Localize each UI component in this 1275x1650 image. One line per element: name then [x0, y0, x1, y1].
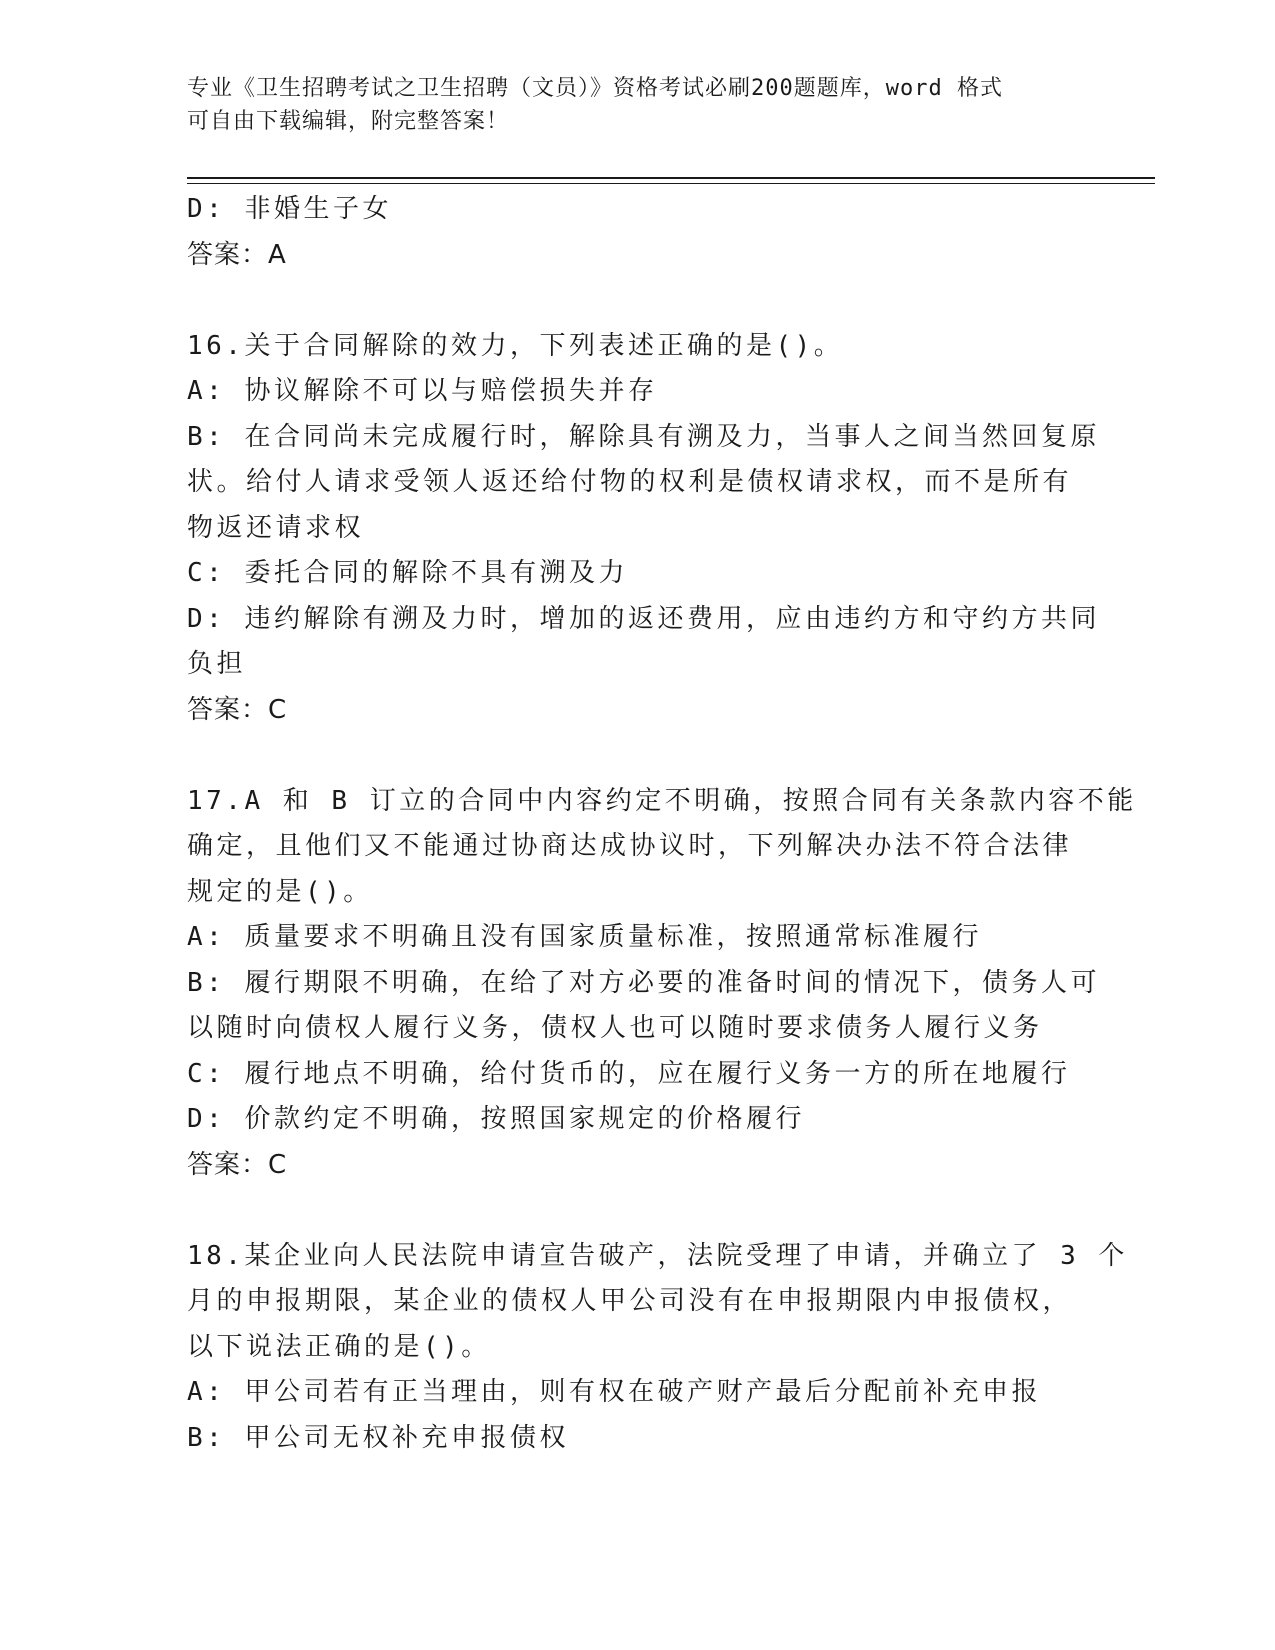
header-rule-thick [187, 177, 1155, 179]
question-stem-line-3: 以下说法正确的是()。 [187, 1331, 491, 1362]
option-b-line-1: B: 履行期限不明确，在给了对方必要的准备时间的情况下，债务人可 [187, 967, 1100, 998]
question-stem: 16.关于合同解除的效力，下列表述正确的是()。 [187, 330, 844, 361]
option-d: D: 价款约定不明确，按照国家规定的价格履行 [187, 1104, 805, 1134]
spacer [187, 733, 1087, 779]
spacer [187, 1188, 1087, 1234]
option-d: D: 非婚生子女 [187, 194, 392, 224]
question-stem-line-1: 17.A 和 B 订立的合同中内容约定不明确，按照合同有关条款内容不能 [187, 785, 1137, 816]
header-rule-thin [187, 183, 1155, 184]
option-a: A: 甲公司若有正当理由，则有权在破产财产最后分配前补充申报 [187, 1377, 1041, 1407]
document-header [187, 72, 1067, 138]
question-stem-line-2: 月的申报期限，某企业的债权人甲公司没有在申报期限内申报债权， [187, 1286, 1073, 1316]
spacer [187, 278, 1087, 324]
answer-label: 答案：C [187, 1149, 288, 1180]
answer-label: 答案：A [187, 239, 287, 270]
option-b-line-1: B: 在合同尚未完成履行时，解除具有溯及力，当事人之间当然回复原 [187, 421, 1100, 452]
question-stem-line-3: 规定的是()。 [187, 876, 373, 907]
question-15-tail [187, 187, 1087, 278]
answer-label: 答案：C [187, 694, 288, 725]
option-c: C: 履行地点不明确，给付货币的，应在履行义务一方的所在地履行 [187, 1058, 1071, 1089]
option-a: A: 协议解除不可以与赔偿损失并存 [187, 376, 658, 406]
option-c: C: 委托合同的解除不具有溯及力 [187, 558, 628, 588]
header-line-1: 专业《卫生招聘考试之卫生招聘（文员）》资格考试必刷200题题库，word 格式 [187, 76, 1003, 101]
option-a: A: 质量要求不明确且没有国家质量标准，按照通常标准履行 [187, 922, 982, 952]
option-d-line-1: D: 违约解除有溯及力时，增加的返还费用，应由违约方和守约方共同 [187, 603, 1100, 634]
option-b-line-2: 状。给付人请求受领人返还给付物的权利是债权请求权，而不是所有 [187, 467, 1073, 497]
document-body [187, 187, 1137, 1461]
question-16 [187, 324, 1100, 734]
question-18 [187, 1234, 1128, 1462]
question-stem-line-2: 确定，且他们又不能通过协商达成协议时，下列解决办法不符合法律 [187, 831, 1073, 861]
option-d-line-2: 负担 [187, 649, 247, 679]
header-line-2: 可自由下载编辑，附完整答案！ [187, 109, 510, 134]
option-b-line-2: 以随时向债权人履行义务，债权人也可以随时要求债务人履行义务 [187, 1013, 1043, 1043]
option-b-line-3: 物返还请求权 [187, 512, 365, 543]
question-stem-line-1: 18.某企业向人民法院申请宣告破产，法院受理了申请，并确立了 3 个 [187, 1240, 1128, 1271]
option-b: B: 甲公司无权补充申报债权 [187, 1422, 569, 1453]
question-17 [187, 779, 1137, 1189]
